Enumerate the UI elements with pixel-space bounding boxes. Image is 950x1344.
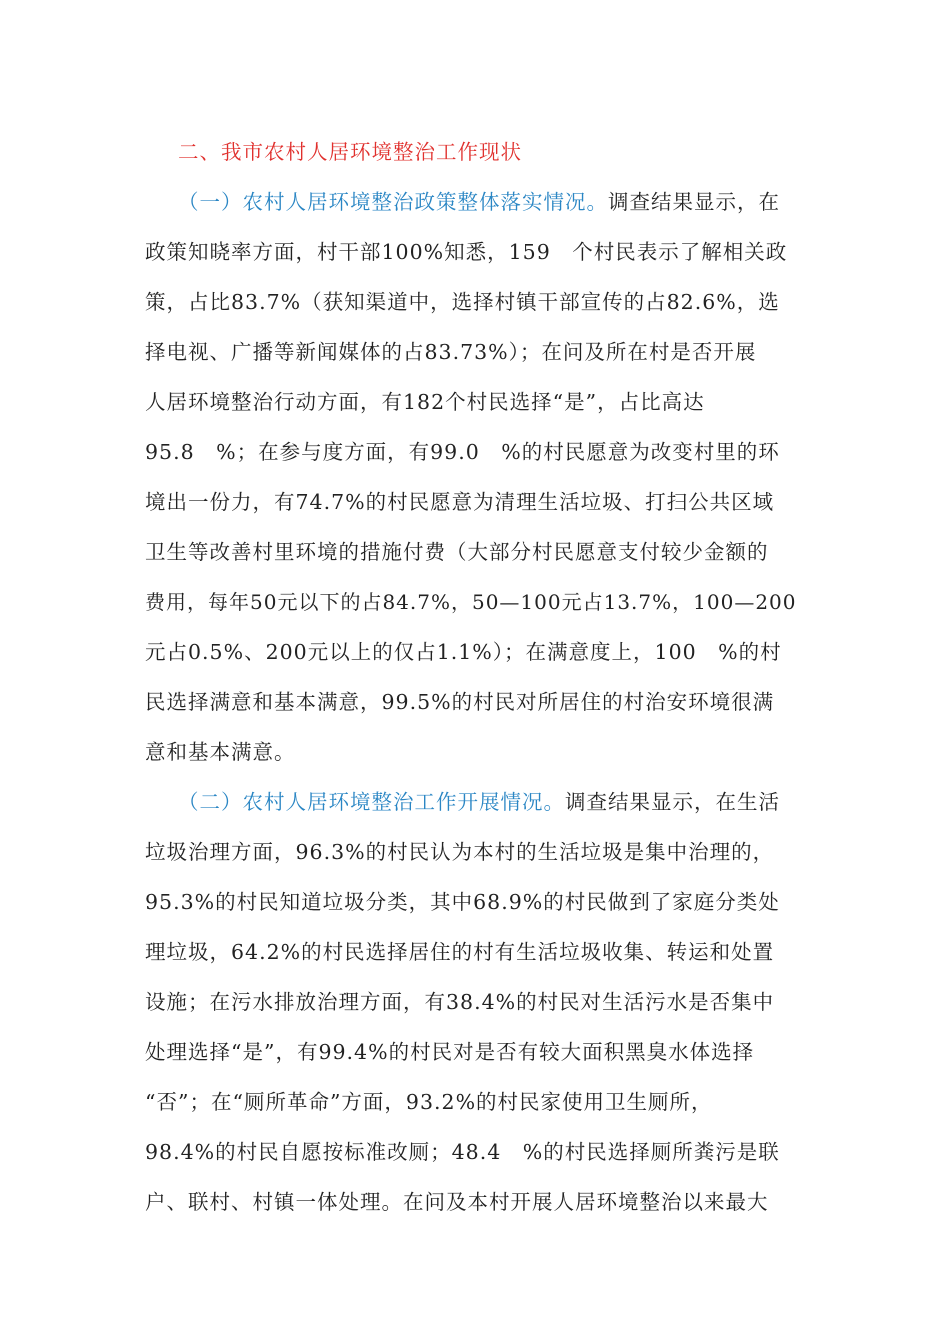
paragraph-1-line: 政策知晓率方面，村干部100%知悉，159 个村民表示了解相关政 xyxy=(145,240,788,264)
paragraph-1-subheading: （一）农村人居环境整治政策整体落实情况。 xyxy=(178,190,608,214)
paragraph-1-line: 策，占比83.7%（获知渠道中，选择村镇干部宣传的占82.6%，选 xyxy=(145,290,780,314)
paragraph-1-line: 境出一份力，有74.7%的村民愿意为清理生活垃圾、打扫公共区域 xyxy=(145,490,775,514)
paragraph-1-line: 人居环境整治行动方面，有182个村民选择“是”，占比高达 xyxy=(145,390,705,414)
paragraph-2-text: 调查结果显示，在生活 xyxy=(565,790,780,814)
paragraph-1-line: 95.8 %；在参与度方面，有99.0 %的村民愿意为改变村里的环 xyxy=(145,440,780,464)
section-heading: 二、我市农村人居环境整治工作现状 xyxy=(178,140,522,164)
paragraph-2-line: “否”；在“厕所革命”方面，93.2%的村民家使用卫生厕所， xyxy=(145,1090,713,1114)
paragraph-1-line: 卫生等改善村里环境的措施付费（大部分村民愿意支付较少金额的 xyxy=(145,540,769,564)
paragraph-1-line: 费用，每年50元以下的占84.7%，50—100元占13.7%，100—200 xyxy=(145,590,797,614)
paragraph-1-line: 择电视、广播等新闻媒体的占83.73%）；在问及所在村是否开展 xyxy=(145,340,757,364)
paragraph-1-line: 意和基本满意。 xyxy=(145,740,296,764)
paragraph-2-line: 处理选择“是”，有99.4%的村民对是否有较大面积黑臭水体选择 xyxy=(145,1040,755,1064)
paragraph-2-line: 98.4%的村民自愿按标准改厕；48.4 %的村民选择厕所粪污是联 xyxy=(145,1140,780,1164)
paragraph-1-line: 民选择满意和基本满意，99.5%的村民对所居住的村治安环境很满 xyxy=(145,690,775,714)
paragraph-2-line: 户、联村、村镇一体处理。在问及本村开展人居环境整治以来最大 xyxy=(145,1190,769,1214)
paragraph-1-first-line xyxy=(178,187,810,217)
paragraph-2-first-line xyxy=(178,787,810,817)
paragraph-2-line: 垃圾治理方面，96.3%的村民认为本村的生活垃圾是集中治理的， xyxy=(145,840,775,864)
paragraph-1-line: 元占0.5%、200元以上的仅占1.1%）；在满意度上，100 %的村 xyxy=(145,640,782,664)
paragraph-2-line: 设施；在污水排放治理方面，有38.4%的村民对生活污水是否集中 xyxy=(145,990,775,1014)
paragraph-2-subheading: （二）农村人居环境整治工作开展情况。 xyxy=(178,790,565,814)
paragraph-1-text: 调查结果显示，在 xyxy=(608,190,780,214)
paragraph-2-line: 95.3%的村民知道垃圾分类，其中68.9%的村民做到了家庭分类处 xyxy=(145,890,780,914)
paragraph-2-line: 理垃圾，64.2%的村民选择居住的村有生活垃圾收集、转运和处置 xyxy=(145,940,775,964)
